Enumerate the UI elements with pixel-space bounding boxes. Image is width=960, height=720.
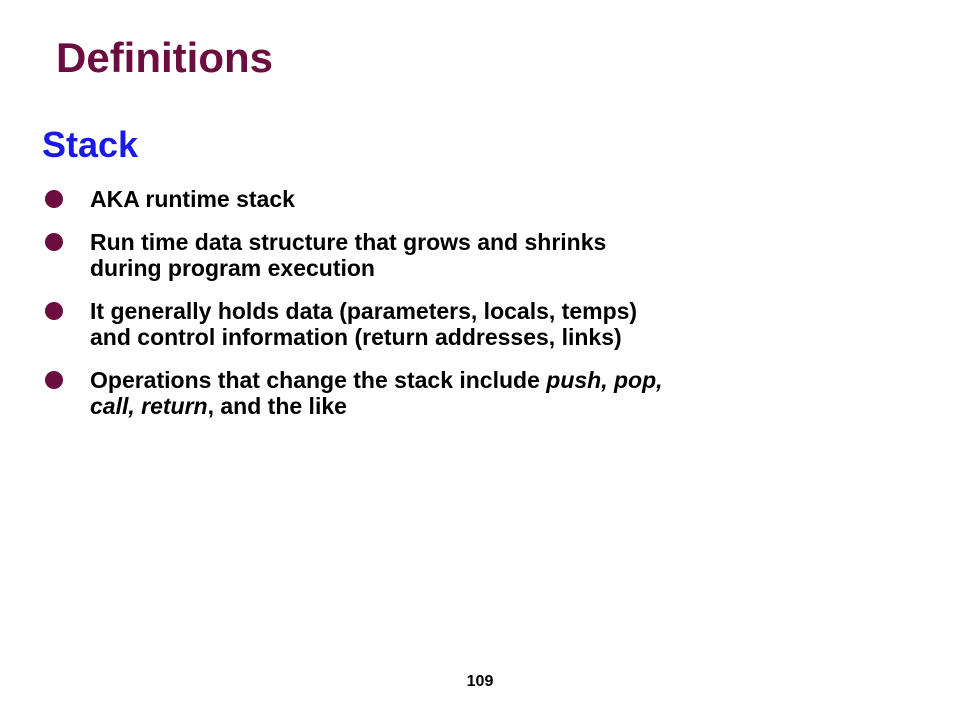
bullet-item bbox=[45, 229, 925, 281]
bullet-marker-icon bbox=[45, 190, 63, 208]
bullet-line bbox=[90, 393, 925, 419]
slide-title: Definitions bbox=[56, 34, 273, 81]
bullet-text-italic: push, pop, bbox=[546, 367, 663, 393]
bullet-list bbox=[45, 186, 925, 436]
bullet-text: during program execution bbox=[90, 255, 375, 281]
bullet-line bbox=[90, 186, 925, 212]
bullet-line bbox=[90, 324, 925, 350]
bullet-item bbox=[45, 367, 925, 419]
page-number: 109 bbox=[466, 673, 494, 690]
bullet-marker-icon bbox=[45, 302, 63, 320]
bullet-text: Run time data structure that grows and shrinks bbox=[90, 229, 607, 255]
bullet-text: , and the like bbox=[207, 393, 347, 419]
bullet-item bbox=[45, 298, 925, 350]
bullet-text: It generally holds data (parameters, locals, temps) bbox=[90, 298, 638, 324]
bullet-line bbox=[90, 298, 925, 324]
bullet-line bbox=[90, 255, 925, 281]
bullet-item bbox=[45, 186, 925, 212]
bullet-marker-icon bbox=[45, 371, 63, 389]
bullet-line bbox=[90, 367, 925, 393]
slide-subtitle: Stack bbox=[42, 124, 139, 165]
bullet-line bbox=[90, 229, 925, 255]
bullet-marker-icon bbox=[45, 233, 63, 251]
bullet-text: Operations that change the stack include bbox=[90, 367, 547, 393]
bullet-text: and control information (return addresses, links) bbox=[90, 324, 622, 350]
bullet-text-italic: call, return bbox=[90, 393, 208, 419]
bullet-text: AKA runtime stack bbox=[90, 186, 295, 212]
